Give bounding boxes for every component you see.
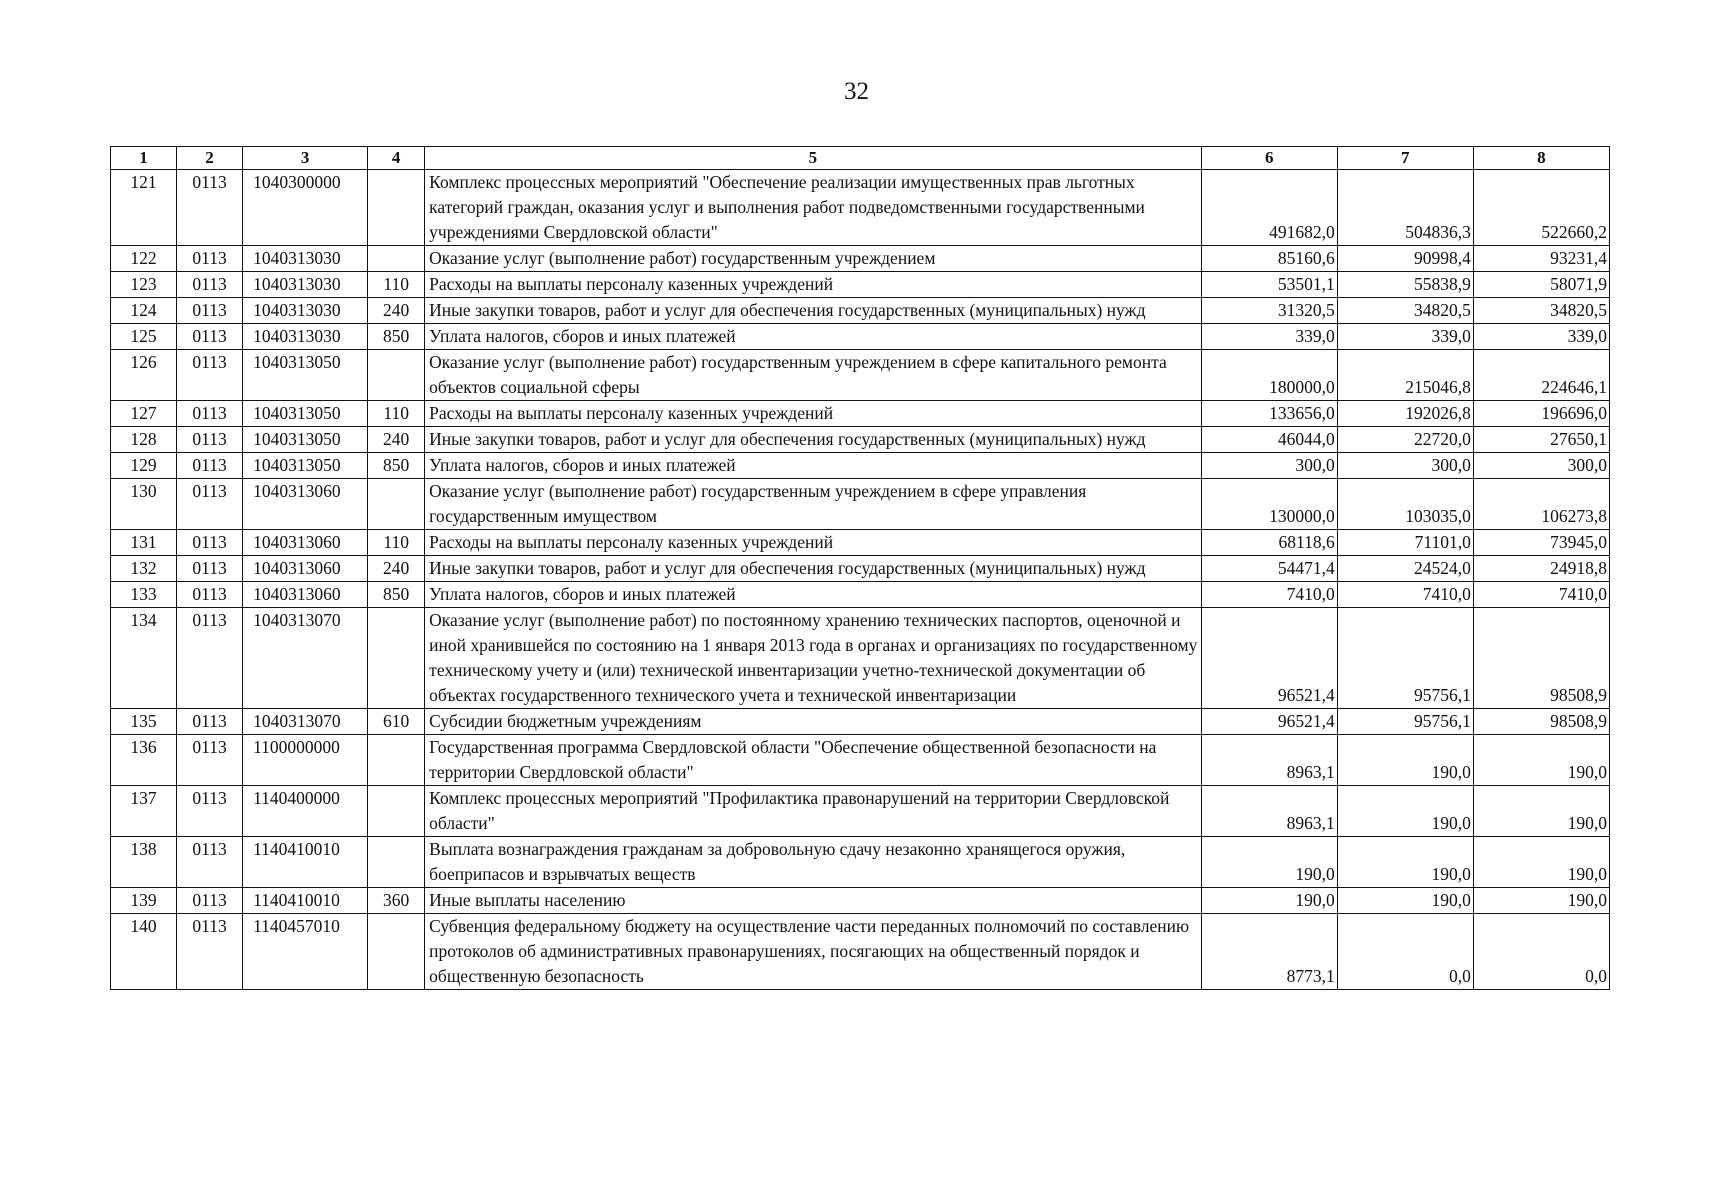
amount-col7-cell: 24524,0 bbox=[1337, 556, 1473, 582]
table-row bbox=[111, 888, 1610, 914]
amount-col7-cell: 22720,0 bbox=[1337, 427, 1473, 453]
target-article-cell: 1040313030 bbox=[243, 272, 368, 298]
expense-type-cell: 850 bbox=[368, 453, 425, 479]
section-code-cell: 0113 bbox=[177, 479, 243, 530]
target-article-cell: 1040313060 bbox=[243, 582, 368, 608]
amount-col7-cell: 190,0 bbox=[1337, 786, 1473, 837]
target-article-cell: 1040313030 bbox=[243, 324, 368, 350]
expense-type-cell: 360 bbox=[368, 888, 425, 914]
description-cell: Комплекс процессных мероприятий "Профилактика правонарушений на территории Свердловской области" bbox=[425, 786, 1202, 837]
amount-col6-cell: 8963,1 bbox=[1201, 735, 1337, 786]
expense-type-cell bbox=[368, 479, 425, 530]
description-cell: Субсидии бюджетным учреждениям bbox=[425, 709, 1202, 735]
description-cell: Оказание услуг (выполнение работ) по постоянному хранению технических паспортов, оценочной и иной хранившейся по состоянию на 1 января 2013 года в органах и организациях по государственному техническому учету и (или) технической инвентаризации учетно-технической документации об объектах государственного технического учета и технической инвентаризации bbox=[425, 608, 1202, 709]
target-article-cell: 1040313030 bbox=[243, 298, 368, 324]
expense-type-cell: 850 bbox=[368, 324, 425, 350]
target-article-cell: 1140410010 bbox=[243, 837, 368, 888]
target-article-cell: 1140410010 bbox=[243, 888, 368, 914]
description-cell: Расходы на выплаты персоналу казенных учреждений bbox=[425, 401, 1202, 427]
amount-col8-cell: 34820,5 bbox=[1473, 298, 1609, 324]
amount-col6-cell: 491682,0 bbox=[1201, 170, 1337, 246]
table-row bbox=[111, 709, 1610, 735]
header-cell: 1 bbox=[111, 147, 177, 170]
row-number-cell: 123 bbox=[111, 272, 177, 298]
table-row bbox=[111, 350, 1610, 401]
target-article-cell: 1040313050 bbox=[243, 453, 368, 479]
expense-type-cell: 110 bbox=[368, 401, 425, 427]
description-cell: Иные закупки товаров, работ и услуг для обеспечения государственных (муниципальных) нужд bbox=[425, 427, 1202, 453]
row-number-cell: 140 bbox=[111, 914, 177, 990]
amount-col7-cell: 192026,8 bbox=[1337, 401, 1473, 427]
table-row bbox=[111, 914, 1610, 990]
amount-col6-cell: 85160,6 bbox=[1201, 246, 1337, 272]
description-cell: Расходы на выплаты персоналу казенных учреждений bbox=[425, 530, 1202, 556]
amount-col8-cell: 224646,1 bbox=[1473, 350, 1609, 401]
amount-col7-cell: 339,0 bbox=[1337, 324, 1473, 350]
amount-col7-cell: 55838,9 bbox=[1337, 272, 1473, 298]
target-article-cell: 1040313050 bbox=[243, 401, 368, 427]
section-code-cell: 0113 bbox=[177, 786, 243, 837]
amount-col6-cell: 300,0 bbox=[1201, 453, 1337, 479]
row-number-cell: 132 bbox=[111, 556, 177, 582]
row-number-cell: 124 bbox=[111, 298, 177, 324]
amount-col6-cell: 133656,0 bbox=[1201, 401, 1337, 427]
expense-type-cell: 850 bbox=[368, 582, 425, 608]
amount-col6-cell: 96521,4 bbox=[1201, 608, 1337, 709]
table-row bbox=[111, 272, 1610, 298]
section-code-cell: 0113 bbox=[177, 272, 243, 298]
amount-col6-cell: 53501,1 bbox=[1201, 272, 1337, 298]
table-row bbox=[111, 401, 1610, 427]
amount-col7-cell: 103035,0 bbox=[1337, 479, 1473, 530]
expense-type-cell bbox=[368, 170, 425, 246]
row-number-cell: 136 bbox=[111, 735, 177, 786]
description-cell: Государственная программа Свердловской области "Обеспечение общественной безопасности на территории Свердловской области" bbox=[425, 735, 1202, 786]
amount-col8-cell: 27650,1 bbox=[1473, 427, 1609, 453]
description-cell: Комплекс процессных мероприятий "Обеспечение реализации имущественных прав льготных категорий граждан, оказания услуг и выполнения работ подведомственными государственными учреждениями Свердловской области" bbox=[425, 170, 1202, 246]
amount-col8-cell: 106273,8 bbox=[1473, 479, 1609, 530]
expense-type-cell: 240 bbox=[368, 298, 425, 324]
row-number-cell: 122 bbox=[111, 246, 177, 272]
amount-col6-cell: 190,0 bbox=[1201, 837, 1337, 888]
expense-type-cell bbox=[368, 246, 425, 272]
row-number-cell: 134 bbox=[111, 608, 177, 709]
row-number-cell: 137 bbox=[111, 786, 177, 837]
target-article-cell: 1040313030 bbox=[243, 246, 368, 272]
section-code-cell: 0113 bbox=[177, 888, 243, 914]
amount-col8-cell: 0,0 bbox=[1473, 914, 1609, 990]
table-row bbox=[111, 837, 1610, 888]
expense-type-cell: 110 bbox=[368, 530, 425, 556]
target-article-cell: 1040313050 bbox=[243, 350, 368, 401]
section-code-cell: 0113 bbox=[177, 582, 243, 608]
section-code-cell: 0113 bbox=[177, 170, 243, 246]
row-number-cell: 125 bbox=[111, 324, 177, 350]
amount-col7-cell: 71101,0 bbox=[1337, 530, 1473, 556]
table-row bbox=[111, 786, 1610, 837]
header-cell: 3 bbox=[243, 147, 368, 170]
amount-col6-cell: 339,0 bbox=[1201, 324, 1337, 350]
section-code-cell: 0113 bbox=[177, 453, 243, 479]
row-number-cell: 131 bbox=[111, 530, 177, 556]
amount-col8-cell: 73945,0 bbox=[1473, 530, 1609, 556]
amount-col7-cell: 90998,4 bbox=[1337, 246, 1473, 272]
amount-col7-cell: 504836,3 bbox=[1337, 170, 1473, 246]
table-row bbox=[111, 530, 1610, 556]
target-article-cell: 1040313070 bbox=[243, 608, 368, 709]
expense-type-cell bbox=[368, 608, 425, 709]
amount-col7-cell: 190,0 bbox=[1337, 837, 1473, 888]
expense-type-cell: 110 bbox=[368, 272, 425, 298]
table-row bbox=[111, 170, 1610, 246]
row-number-cell: 133 bbox=[111, 582, 177, 608]
amount-col8-cell: 58071,9 bbox=[1473, 272, 1609, 298]
description-cell: Иные закупки товаров, работ и услуг для обеспечения государственных (муниципальных) нужд bbox=[425, 298, 1202, 324]
amount-col6-cell: 180000,0 bbox=[1201, 350, 1337, 401]
amount-col7-cell: 0,0 bbox=[1337, 914, 1473, 990]
description-cell: Уплата налогов, сборов и иных платежей bbox=[425, 324, 1202, 350]
target-article-cell: 1040313060 bbox=[243, 556, 368, 582]
target-article-cell: 1140457010 bbox=[243, 914, 368, 990]
amount-col8-cell: 98508,9 bbox=[1473, 709, 1609, 735]
amount-col6-cell: 31320,5 bbox=[1201, 298, 1337, 324]
expense-type-cell bbox=[368, 914, 425, 990]
section-code-cell: 0113 bbox=[177, 608, 243, 709]
target-article-cell: 1140400000 bbox=[243, 786, 368, 837]
amount-col6-cell: 68118,6 bbox=[1201, 530, 1337, 556]
row-number-cell: 128 bbox=[111, 427, 177, 453]
description-cell: Иные закупки товаров, работ и услуг для обеспечения государственных (муниципальных) нужд bbox=[425, 556, 1202, 582]
section-code-cell: 0113 bbox=[177, 530, 243, 556]
target-article-cell: 1040300000 bbox=[243, 170, 368, 246]
description-cell: Выплата вознаграждения гражданам за добровольную сдачу незаконно хранящегося оружия, боеприпасов и взрывчатых веществ bbox=[425, 837, 1202, 888]
expense-type-cell bbox=[368, 786, 425, 837]
table-row bbox=[111, 427, 1610, 453]
amount-col6-cell: 54471,4 bbox=[1201, 556, 1337, 582]
row-number-cell: 127 bbox=[111, 401, 177, 427]
table-row bbox=[111, 582, 1610, 608]
section-code-cell: 0113 bbox=[177, 324, 243, 350]
target-article-cell: 1100000000 bbox=[243, 735, 368, 786]
amount-col8-cell: 190,0 bbox=[1473, 735, 1609, 786]
amount-col6-cell: 130000,0 bbox=[1201, 479, 1337, 530]
section-code-cell: 0113 bbox=[177, 246, 243, 272]
expense-type-cell bbox=[368, 350, 425, 401]
amount-col8-cell: 93231,4 bbox=[1473, 246, 1609, 272]
row-number-cell: 139 bbox=[111, 888, 177, 914]
amount-col6-cell: 7410,0 bbox=[1201, 582, 1337, 608]
section-code-cell: 0113 bbox=[177, 401, 243, 427]
amount-col6-cell: 96521,4 bbox=[1201, 709, 1337, 735]
section-code-cell: 0113 bbox=[177, 350, 243, 401]
section-code-cell: 0113 bbox=[177, 556, 243, 582]
table-row bbox=[111, 246, 1610, 272]
section-code-cell: 0113 bbox=[177, 427, 243, 453]
amount-col8-cell: 196696,0 bbox=[1473, 401, 1609, 427]
description-cell: Оказание услуг (выполнение работ) государственным учреждением в сфере капитального ремонта объектов социальной сферы bbox=[425, 350, 1202, 401]
expense-type-cell: 610 bbox=[368, 709, 425, 735]
header-cell: 5 bbox=[425, 147, 1202, 170]
description-cell: Оказание услуг (выполнение работ) государственным учреждением в сфере управления государственным имуществом bbox=[425, 479, 1202, 530]
amount-col8-cell: 190,0 bbox=[1473, 786, 1609, 837]
amount-col7-cell: 190,0 bbox=[1337, 888, 1473, 914]
table-row bbox=[111, 324, 1610, 350]
amount-col8-cell: 98508,9 bbox=[1473, 608, 1609, 709]
amount-col8-cell: 7410,0 bbox=[1473, 582, 1609, 608]
amount-col6-cell: 8963,1 bbox=[1201, 786, 1337, 837]
description-cell: Субвенция федеральному бюджету на осуществление части переданных полномочий по составлению протоколов об административных правонарушениях, посягающих на общественный порядок и общественную безопасность bbox=[425, 914, 1202, 990]
expense-type-cell: 240 bbox=[368, 427, 425, 453]
target-article-cell: 1040313050 bbox=[243, 427, 368, 453]
header-cell: 4 bbox=[368, 147, 425, 170]
target-article-cell: 1040313060 bbox=[243, 479, 368, 530]
row-number-cell: 130 bbox=[111, 479, 177, 530]
amount-col8-cell: 522660,2 bbox=[1473, 170, 1609, 246]
amount-col7-cell: 34820,5 bbox=[1337, 298, 1473, 324]
row-number-cell: 138 bbox=[111, 837, 177, 888]
amount-col6-cell: 46044,0 bbox=[1201, 427, 1337, 453]
amount-col6-cell: 190,0 bbox=[1201, 888, 1337, 914]
amount-col8-cell: 190,0 bbox=[1473, 837, 1609, 888]
description-cell: Расходы на выплаты персоналу казенных учреждений bbox=[425, 272, 1202, 298]
row-number-cell: 135 bbox=[111, 709, 177, 735]
description-cell: Оказание услуг (выполнение работ) государственным учреждением bbox=[425, 246, 1202, 272]
section-code-cell: 0113 bbox=[177, 709, 243, 735]
amount-col8-cell: 339,0 bbox=[1473, 324, 1609, 350]
section-code-cell: 0113 bbox=[177, 914, 243, 990]
target-article-cell: 1040313060 bbox=[243, 530, 368, 556]
page-number: 32 bbox=[844, 78, 869, 105]
header-cell: 8 bbox=[1473, 147, 1609, 170]
section-code-cell: 0113 bbox=[177, 837, 243, 888]
header-row bbox=[111, 147, 1610, 170]
table-row bbox=[111, 556, 1610, 582]
expense-type-cell bbox=[368, 837, 425, 888]
amount-col7-cell: 190,0 bbox=[1337, 735, 1473, 786]
section-code-cell: 0113 bbox=[177, 298, 243, 324]
row-number-cell: 126 bbox=[111, 350, 177, 401]
amount-col8-cell: 190,0 bbox=[1473, 888, 1609, 914]
header-cell: 2 bbox=[177, 147, 243, 170]
section-code-cell: 0113 bbox=[177, 735, 243, 786]
header-cell: 7 bbox=[1337, 147, 1473, 170]
target-article-cell: 1040313070 bbox=[243, 709, 368, 735]
amount-col7-cell: 300,0 bbox=[1337, 453, 1473, 479]
description-cell: Уплата налогов, сборов и иных платежей bbox=[425, 582, 1202, 608]
amount-col7-cell: 95756,1 bbox=[1337, 709, 1473, 735]
table-row bbox=[111, 298, 1610, 324]
description-cell: Иные выплаты населению bbox=[425, 888, 1202, 914]
amount-col6-cell: 8773,1 bbox=[1201, 914, 1337, 990]
amount-col7-cell: 95756,1 bbox=[1337, 608, 1473, 709]
expense-type-cell bbox=[368, 735, 425, 786]
table-row bbox=[111, 608, 1610, 709]
amount-col8-cell: 24918,8 bbox=[1473, 556, 1609, 582]
header-cell: 6 bbox=[1201, 147, 1337, 170]
description-cell: Уплата налогов, сборов и иных платежей bbox=[425, 453, 1202, 479]
amount-col7-cell: 7410,0 bbox=[1337, 582, 1473, 608]
row-number-cell: 129 bbox=[111, 453, 177, 479]
expense-type-cell: 240 bbox=[368, 556, 425, 582]
amount-col7-cell: 215046,8 bbox=[1337, 350, 1473, 401]
row-number-cell: 121 bbox=[111, 170, 177, 246]
budget-table bbox=[110, 146, 1610, 990]
amount-col8-cell: 300,0 bbox=[1473, 453, 1609, 479]
table-row bbox=[111, 453, 1610, 479]
table-row bbox=[111, 735, 1610, 786]
table-row bbox=[111, 479, 1610, 530]
